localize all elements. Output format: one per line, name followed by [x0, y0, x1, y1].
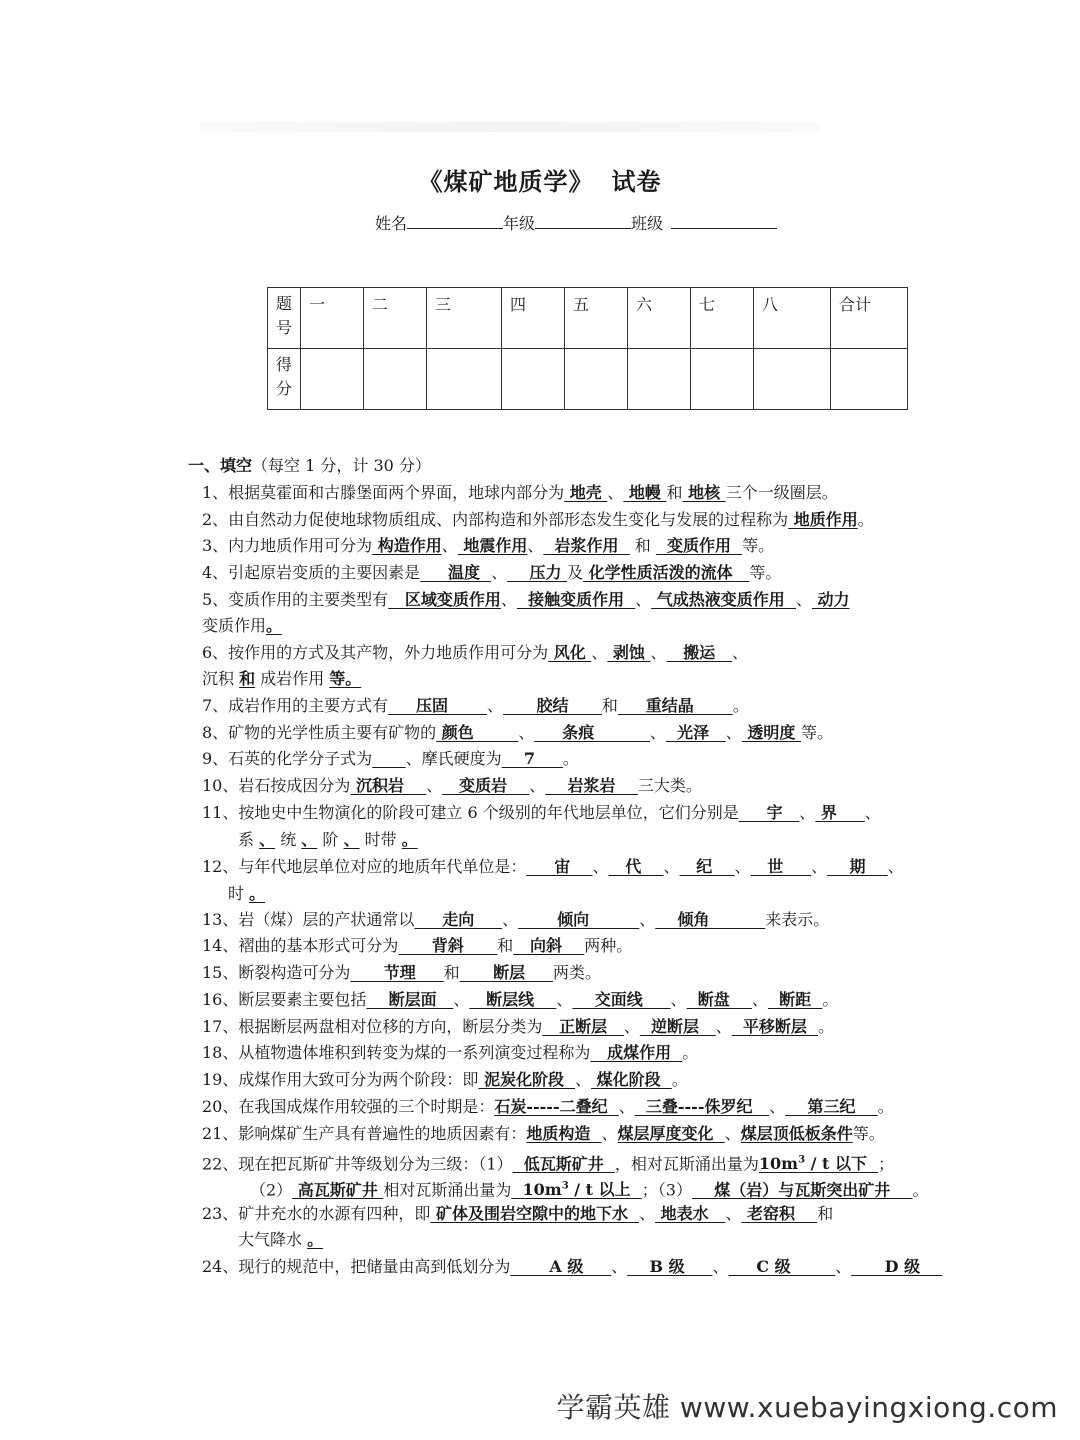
question-text: 、 — [426, 776, 443, 795]
answer: 地核 — [682, 483, 726, 502]
question-text: 两种。 — [584, 936, 633, 955]
question-text: 、 — [752, 990, 769, 1009]
score-table-header-row — [268, 288, 908, 349]
question-18 — [202, 1043, 698, 1063]
question-text: 、 — [639, 1204, 656, 1223]
watermark: 学霸英雄 www.xuebayingxiong.com — [556, 1391, 1058, 1424]
answer: 变质作用 — [655, 536, 743, 555]
question-text: 19、成煤作用大致可分为两个阶段：即 — [202, 1070, 479, 1089]
answer: 变质岩 — [442, 776, 530, 795]
question-text: 阶 — [317, 830, 344, 849]
answer: 地震作用 — [457, 536, 528, 555]
score-cell[interactable] — [502, 349, 565, 410]
question-14 — [202, 936, 632, 956]
answer: 等。 — [329, 669, 362, 688]
question-text: 、 — [607, 483, 624, 502]
question-text: 。 — [818, 1017, 835, 1036]
answer: 重结晶 — [617, 696, 733, 715]
answer: 宙 — [526, 857, 593, 876]
question-text: 。 — [912, 1180, 929, 1200]
question-text: 20、在我国成煤作用较强的三个时期是： — [202, 1097, 495, 1116]
name-label: 姓名 — [375, 214, 408, 233]
answer: 搬运 — [666, 643, 732, 662]
answer: 接触变质作用 — [516, 590, 636, 609]
answer: 老窑积 — [741, 1204, 818, 1223]
grade-blank — [535, 210, 631, 229]
score-table-score-row — [268, 349, 908, 410]
answer: 地质作用 — [788, 510, 858, 529]
section-note: （每空 1 分，计 30 分） — [252, 456, 431, 475]
answer — [372, 749, 405, 768]
score-cell[interactable] — [364, 349, 427, 410]
question-text: 、 — [650, 643, 667, 662]
class-label: 班级 — [631, 214, 664, 233]
answer: 和 — [239, 669, 256, 688]
answer: 倾角 — [655, 910, 766, 929]
question-text: 、 — [725, 723, 742, 742]
question-6a — [202, 643, 748, 663]
answer: 世 — [750, 857, 812, 876]
answer: 。 — [249, 884, 266, 903]
answer: 低瓦斯矿井 — [512, 1154, 615, 1174]
question-15 — [202, 963, 601, 983]
question-text: 、 — [556, 990, 573, 1009]
question-text: 时 — [228, 884, 250, 903]
question-22-line1 — [202, 1151, 894, 1174]
answer: 颜色 — [436, 723, 519, 742]
answer: 平移断层 — [731, 1017, 818, 1036]
question-text: 大气降水 — [238, 1230, 308, 1249]
answer: C 级 — [728, 1257, 836, 1276]
answer: A 级 — [510, 1257, 612, 1276]
answer: 代 — [608, 857, 664, 876]
col-1: 一 — [301, 288, 364, 349]
answer: 倾向 — [518, 910, 640, 929]
question-text: 时带 — [359, 830, 402, 849]
answer: 逆断层 — [639, 1017, 716, 1036]
answer: 区域变质作用 — [388, 590, 501, 609]
question-text: 三大类。 — [637, 776, 702, 795]
answer: 风化 — [548, 643, 592, 662]
question-3 — [202, 536, 774, 556]
name-blank — [407, 210, 503, 229]
answer: 地幔 — [623, 483, 667, 502]
question-text: 、 — [487, 696, 504, 715]
question-10 — [202, 776, 702, 796]
answer: 7 — [501, 749, 563, 768]
answer: 向斜 — [513, 936, 585, 955]
question-text: 和 — [497, 936, 514, 955]
question-text: 、 — [811, 857, 828, 876]
question-text: 、 — [835, 1257, 852, 1276]
question-text: 、 — [491, 563, 508, 582]
question-text: 。 — [877, 1097, 894, 1116]
answer: 沉积岩 — [350, 776, 427, 795]
question-text: 6、按作用的方式及其产物，外力地质作用可分为 — [202, 643, 549, 662]
answer: 煤层顶低板条件 — [740, 1124, 853, 1143]
question-text: 等。 — [800, 723, 833, 742]
question-text: 、 — [725, 1204, 742, 1223]
answer: 高瓦斯矿井 — [292, 1180, 384, 1200]
question-12b — [228, 884, 265, 904]
question-text: 和 — [601, 696, 618, 715]
question-text: 、 — [663, 857, 680, 876]
scan-shadow — [200, 122, 820, 132]
question-text: 及 — [567, 563, 584, 582]
question-text: 10、岩石按成因分为 — [202, 776, 351, 795]
question-text: 沉积 — [202, 669, 240, 688]
question-1 — [202, 483, 838, 503]
answer: 压力 — [507, 563, 568, 582]
answer: 煤层厚度变化 — [617, 1124, 725, 1143]
question-text: 12、与年代地层单位对应的地质年代单位是： — [202, 857, 527, 876]
question-text: 、 — [731, 643, 748, 662]
question-text: 、 — [715, 1017, 732, 1036]
question-text: 和 — [666, 483, 683, 502]
class-blank — [671, 210, 777, 229]
answer — [511, 1180, 641, 1199]
question-23a — [202, 1204, 833, 1224]
section-heading — [188, 453, 431, 476]
question-text: 三个一级圈层。 — [725, 483, 838, 502]
question-12a — [202, 857, 904, 877]
question-5a — [202, 590, 850, 610]
question-5b — [202, 616, 282, 636]
section-title: 一、填空 — [188, 456, 253, 475]
answer: 地壳 — [564, 483, 608, 502]
answer: 地质构造 — [526, 1124, 602, 1143]
question-text: 、 — [529, 776, 546, 795]
question-text: 、 — [575, 1070, 592, 1089]
answer: 断层面 — [366, 990, 454, 1009]
question-text: 15、断裂构造可分为 — [202, 963, 351, 982]
question-text: 和 — [629, 536, 656, 555]
col-3: 三 — [427, 288, 502, 349]
question-text: 16、断层要素主要包括 — [202, 990, 367, 1009]
question-text: 。 — [822, 990, 839, 1009]
grade-label: 年级 — [503, 214, 536, 233]
score-table — [267, 287, 908, 410]
question-text: 等。 — [742, 536, 775, 555]
col-4: 四 — [502, 288, 565, 349]
question-text: 、 — [649, 723, 666, 742]
question-text: 5、变质作用的主要类型有 — [202, 590, 389, 609]
answer-sup: 3 — [798, 1155, 806, 1166]
answer: 断层 — [459, 963, 553, 982]
question-text: ；（3） — [641, 1180, 692, 1200]
question-text: 14、褶曲的基本形式可分为 — [202, 936, 399, 955]
question-text: 变质作用 — [202, 616, 267, 635]
question-6b — [202, 669, 361, 689]
answer: 泥炭化阶段 — [478, 1070, 576, 1089]
answer — [759, 1154, 878, 1173]
question-text: 、 — [500, 590, 517, 609]
answer-part: / t 以下 — [805, 1154, 879, 1174]
answer: 石炭-----二叠纪 — [494, 1097, 619, 1116]
answer-part: 10m — [758, 1154, 799, 1174]
student-info-line — [375, 210, 777, 234]
question-20 — [202, 1097, 894, 1117]
question-text: 、 — [769, 1097, 786, 1116]
question-7 — [202, 696, 749, 716]
question-22-line2 — [250, 1177, 929, 1200]
question-text: （2） — [250, 1180, 293, 1200]
question-text: 18、从植物遗体堆积到转变为煤的一系列演变过程称为 — [202, 1043, 591, 1062]
question-text: 、 — [502, 910, 519, 929]
col-5: 五 — [565, 288, 628, 349]
question-text: 、 — [712, 1257, 729, 1276]
question-text: 、 — [724, 1124, 741, 1143]
answer-sup: 3 — [561, 1181, 569, 1192]
score-cell[interactable] — [427, 349, 502, 410]
score-cell[interactable] — [301, 349, 364, 410]
col-6: 六 — [628, 288, 691, 349]
answer: 交面线 — [572, 990, 671, 1009]
answer: 。 — [307, 1230, 324, 1249]
answer: 煤化阶段 — [591, 1070, 672, 1089]
answer: 第三纪 — [785, 1097, 878, 1116]
answer: 期 — [827, 857, 888, 876]
answer: 、 — [343, 830, 360, 849]
question-text: 和 — [443, 963, 460, 982]
question-text: 、 — [639, 910, 656, 929]
question-text: 统 — [275, 830, 302, 849]
answer: 胶结 — [503, 696, 602, 715]
answer: 动力 — [811, 590, 850, 609]
answer: D 级 — [851, 1257, 943, 1276]
question-text: 、 — [518, 723, 535, 742]
question-11b — [238, 830, 418, 850]
question-text: 、 — [795, 590, 812, 609]
question-text: 、 — [864, 803, 881, 822]
question-text: 。 — [562, 749, 579, 768]
answer: 光泽 — [665, 723, 726, 742]
question-23b — [238, 1230, 323, 1250]
question-text: 等。 — [852, 1124, 885, 1143]
title-suffix: 试卷 — [611, 167, 662, 196]
question-16 — [202, 990, 838, 1010]
question-17 — [202, 1017, 834, 1037]
question-text: 、 — [591, 643, 608, 662]
answer: 煤（岩）与瓦斯突出矿井 — [691, 1180, 913, 1200]
question-text: 。 — [671, 1070, 688, 1089]
question-text: 、 — [453, 990, 470, 1009]
score-cell[interactable] — [831, 349, 908, 410]
score-cell[interactable] — [628, 349, 691, 410]
question-24 — [202, 1257, 942, 1277]
question-text: 、 — [618, 1097, 635, 1116]
page-title — [0, 162, 1080, 197]
question-text: 17、根据断层两盘相对位移的方向，断层分类为 — [202, 1017, 543, 1036]
question-text: 。 — [857, 510, 874, 529]
question-text: 9、石英的化学分子式为 — [202, 749, 373, 768]
answer: 透明度 — [741, 723, 801, 742]
question-text: ，相对瓦斯涌出量为 — [614, 1154, 759, 1174]
question-text: 8、矿物的光学性质主要有矿物的 — [202, 723, 437, 742]
answer: 条痕 — [534, 723, 650, 742]
answer: 剥蚀 — [607, 643, 651, 662]
score-cell[interactable] — [565, 349, 628, 410]
answer: 背斜 — [398, 936, 498, 955]
question-11a — [202, 803, 881, 823]
answer: 宇 — [738, 803, 800, 822]
answer: 、 — [301, 830, 318, 849]
answer: 三叠----侏罗纪 — [634, 1097, 770, 1116]
row-head-number: 题号 — [268, 288, 301, 349]
question-text: 24、现行的规范中，把储量由高到低划分为 — [202, 1257, 511, 1276]
col-total: 合计 — [831, 288, 908, 349]
question-13 — [202, 910, 829, 930]
question-9 — [202, 749, 579, 769]
question-text: 、 — [887, 857, 904, 876]
question-text: 。 — [682, 1043, 699, 1062]
answer: 气成热液变质作用 — [651, 590, 796, 609]
question-8 — [202, 723, 833, 743]
question-text: 系 — [238, 830, 260, 849]
question-2 — [202, 510, 874, 530]
question-text: 。 — [732, 696, 749, 715]
answer: 断层线 — [469, 990, 557, 1009]
question-text: 和 — [817, 1204, 834, 1223]
question-text: 等。 — [749, 563, 782, 582]
question-text: 23、矿井充水的水源有四种，即 — [202, 1204, 431, 1223]
question-text: 、 — [611, 1257, 628, 1276]
question-text: 、 — [635, 590, 652, 609]
question-text: 两类。 — [552, 963, 601, 982]
question-text: 、 — [527, 536, 544, 555]
answer: 纪 — [679, 857, 735, 876]
question-text: 21、影响煤矿生产具有普遍性的地质因素有： — [202, 1124, 527, 1143]
question-text: ； — [878, 1154, 895, 1174]
question-text: 成岩作用 — [255, 669, 330, 688]
question-text: 、 — [670, 990, 687, 1009]
question-text: 、 — [623, 1017, 640, 1036]
question-text: 11、按地史中生物演化的阶段可建立 6 个级别的年代地层单位，它们分别是 — [202, 803, 739, 822]
answer: 成煤作用 — [590, 1043, 683, 1062]
question-text: 、 — [592, 857, 609, 876]
answer-part: / t 以上 — [568, 1180, 642, 1200]
answer: 岩浆作用 — [543, 536, 630, 555]
answer: 构造作用 — [372, 536, 442, 555]
question-text: 1、根据莫霍面和古滕堡面两个界面，地球内部分为 — [202, 483, 565, 502]
answer: 断距 — [768, 990, 823, 1009]
score-cell[interactable] — [691, 349, 754, 410]
question-text: 2、由自然动力促使地球物质组成、内部构造和外部形态发生变化与发展的过程称为 — [202, 510, 789, 529]
answer: 岩浆岩 — [545, 776, 638, 795]
col-7: 七 — [691, 288, 754, 349]
answer: B 级 — [627, 1257, 713, 1276]
question-text: 相对瓦斯涌出量为 — [383, 1180, 512, 1200]
question-text: 7、成岩作用的主要方式有 — [202, 696, 389, 715]
answer: 压固 — [388, 696, 488, 715]
question-text: 、 — [799, 803, 816, 822]
answer: 正断层 — [542, 1017, 624, 1036]
question-text: 、 — [734, 857, 751, 876]
question-text: 、 — [601, 1124, 618, 1143]
answer: 温度 — [420, 563, 492, 582]
question-text: 4、引起原岩变质的主要因素是 — [202, 563, 421, 582]
question-text: 、摩氏硬度为 — [405, 749, 502, 768]
title-main: 《煤矿地质学》 — [418, 167, 594, 196]
question-19 — [202, 1070, 688, 1090]
question-text: 22、现在把瓦斯矿井等级划分为三级：（1） — [202, 1154, 513, 1174]
question-21 — [202, 1124, 885, 1144]
answer: 化学性质活泼的流体 — [583, 563, 750, 582]
row-head-score: 得分 — [268, 349, 301, 410]
answer: 。 — [266, 616, 283, 635]
answer-part: 10m — [511, 1180, 562, 1200]
answer: 。 — [401, 830, 418, 849]
question-text: 3、内力地质作用可分为 — [202, 536, 373, 555]
question-text: 、 — [441, 536, 458, 555]
answer: 界 — [815, 803, 865, 822]
answer: 矿体及围岩空隙中的地下水 — [430, 1204, 640, 1223]
question-text: 来表示。 — [765, 910, 830, 929]
question-4 — [202, 563, 781, 583]
answer: 断盘 — [686, 990, 752, 1009]
score-cell[interactable] — [754, 349, 831, 410]
answer: 走向 — [414, 910, 503, 929]
answer: 节理 — [350, 963, 444, 982]
answer: 、 — [259, 830, 276, 849]
question-text: 13、岩（煤）层的产状通常以 — [202, 910, 415, 929]
col-2: 二 — [364, 288, 427, 349]
answer: 地表水 — [655, 1204, 726, 1223]
col-8: 八 — [754, 288, 831, 349]
